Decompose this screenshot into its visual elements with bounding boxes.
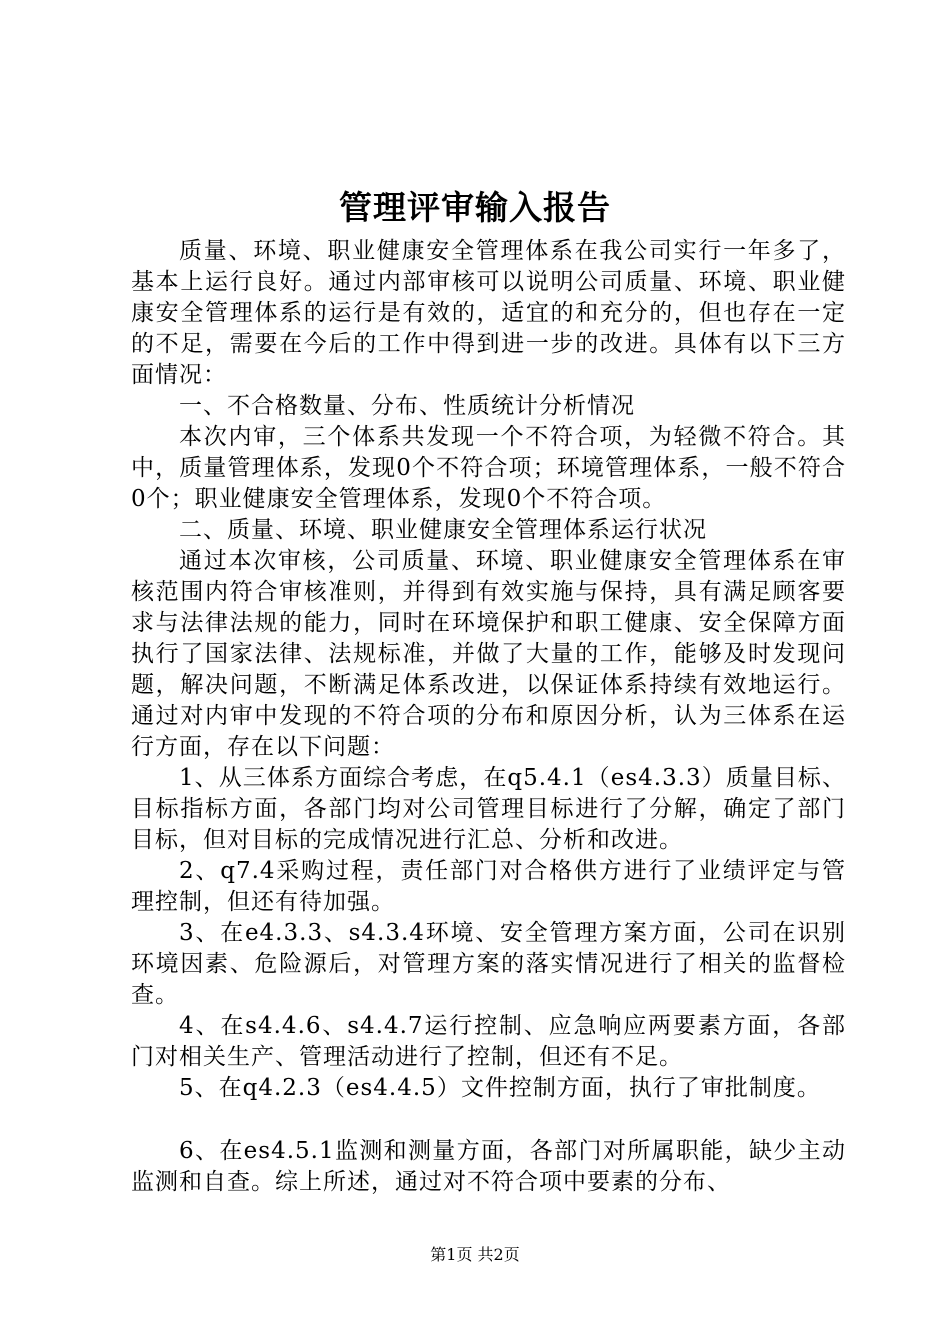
intro-paragraph: 质量、环境、职业健康安全管理体系在我公司实行一年多了，基本上运行良好。通过内部审核可以说明公司质量、环境、职业健康安全管理体系的运行是有效的，适宜的和充分的，但也存在一定的不足，需要在今后的工作中得到进一步的改进。具体有以下三方面情况： — [131, 238, 846, 388]
list-item-5: 5、在q4.2.3（es4.4.5）文件控制方面，执行了审批制度。 — [179, 1075, 821, 1101]
list-item-2: 2、q7.4采购过程，责任部门对合格供方进行了业绩评定与管理控制，但还有待加强。 — [131, 858, 846, 915]
document-title: 管理评审输入报告 — [339, 188, 611, 227]
list-item-4: 4、在s4.4.6、s4.4.7运行控制、应急响应两要素方面，各部门对相关生产、管理活动进行了控制，但还有不足。 — [131, 1013, 846, 1070]
paragraph-nonconformity: 本次内审，三个体系共发现一个不符合项，为轻微不符合。其中，质量管理体系，发现0个不符合项；环境管理体系，一般不符合0个；职业健康安全管理体系，发现0个不符合项。 — [131, 424, 846, 512]
list-item-3: 3、在e4.3.3、s4.3.4环境、安全管理方案方面，公司在识别环境因素、危险源后，对管理方案的落实情况进行了相关的监督检查。 — [131, 920, 846, 1008]
section-heading-1: 一、不合格数量、分布、性质统计分析情况 — [179, 393, 635, 419]
page-number-footer: 第1页 共2页 — [430, 1245, 520, 1264]
section-heading-2: 二、质量、环境、职业健康安全管理体系运行状况 — [179, 517, 707, 543]
list-item-1: 1、从三体系方面综合考虑，在q5.4.1（es4.3.3）质量目标、目标指标方面，各部门均对公司管理目标进行了分解，确定了部门目标，但对目标的完成情况进行汇总、分析和改进。 — [131, 765, 846, 853]
paragraph-operation-status: 通过本次审核，公司质量、环境、职业健康安全管理体系在审核范围内符合审核准则，并得到有效实施与保持，具有满足顾客要求与法律法规的能力，同时在环境保护和职工健康、安全保障方面执行了国家法律、法规标准，并做了大量的工作，能够及时发现问题，解决问题，不断满足体系改进，以保证体系持续有效地运行。通过对内审中发现的不符合项的分布和原因分析，认为三体系在运行方面，存在以下问题： — [131, 548, 846, 760]
document-body — [131, 236, 846, 1198]
list-item-6: 6、在es4.5.1监测和测量方面，各部门对所属职能，缺少主动监测和自查。综上所述，通过对不符合项中要素的分布、 — [131, 1138, 846, 1195]
